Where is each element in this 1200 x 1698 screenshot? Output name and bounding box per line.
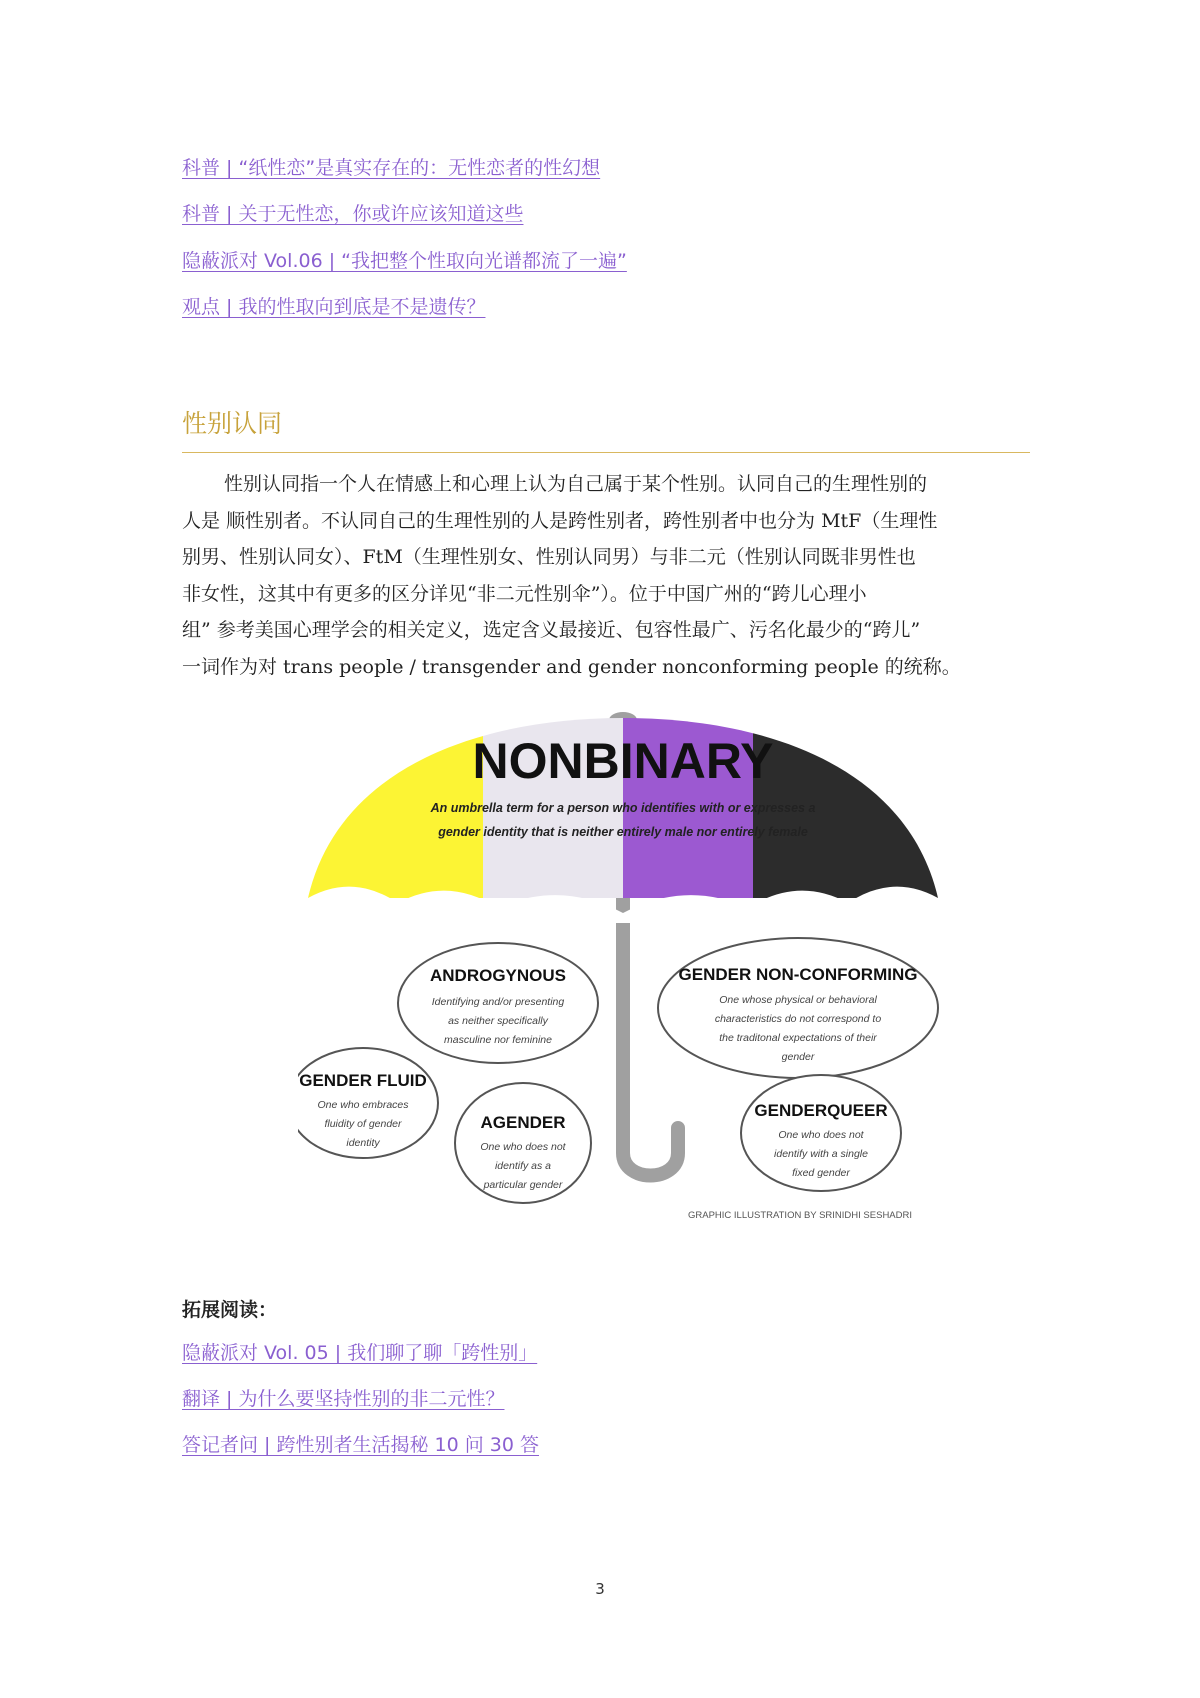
related-link[interactable]: 隐蔽派对 Vol.06 | “我把整个性取向光谱都流了一遍” bbox=[182, 250, 627, 272]
paragraph-line: 非女性，这其中有更多的区分详见“非二元性别伞”）。位于中国广州的“跨儿心理小 bbox=[182, 582, 867, 605]
related-link[interactable]: 翻译 | 为什么要坚持性别的非二元性？ bbox=[182, 1388, 505, 1410]
related-link[interactable]: 科普 | 关于无性恋，你或许应该知道这些 bbox=[182, 203, 524, 225]
section-divider bbox=[182, 452, 1030, 453]
related-link[interactable]: 科普 | “纸性恋”是真实存在的：无性恋者的性幻想 bbox=[182, 157, 601, 179]
paragraph-line: 性别认同指一个人在情感上和心理上认为自己属于某个性别。认同自己的生理性别的 bbox=[224, 473, 928, 495]
bubble-line: One whose physical or behavioral bbox=[719, 994, 877, 1006]
bubble-gender-non-conforming bbox=[658, 938, 938, 1078]
figure-title: NONBINARY bbox=[472, 733, 774, 789]
bubble-line: gender bbox=[781, 1051, 815, 1063]
paragraph-line: 一词作为对 trans people / transgender and gender nonconforming people 的统称。 bbox=[182, 655, 961, 678]
bubble-title: AGENDER bbox=[480, 1113, 566, 1132]
bubble-title: ANDROGYNOUS bbox=[429, 966, 567, 985]
paragraph-line: 别男、性别认同女）、FtM（生理性别女、性别认同男）与非二元（性别认同既非男性也 bbox=[182, 546, 916, 569]
bubble-line: Identifying and/or presenting bbox=[431, 996, 565, 1008]
paragraph-line: 人是 顺性别者。不认同自己的生理性别的人是跨性别者，跨性别者中也分为 MtF（生理性 bbox=[182, 509, 938, 532]
figure-subtitle: An umbrella term for a person who identifies with or expresses a bbox=[430, 801, 816, 815]
bubble-line: characteristics do not correspond to bbox=[714, 1013, 882, 1025]
related-link[interactable]: 隐蔽派对 Vol. 05 | 我们聊了聊「跨性别」 bbox=[182, 1342, 538, 1364]
bubble-line: One who does not bbox=[778, 1129, 864, 1141]
section-paragraph bbox=[182, 466, 1030, 686]
bubble-line: One who does not bbox=[480, 1141, 566, 1153]
section-title: 性别认同 bbox=[182, 409, 283, 438]
bubble-title: GENDER FLUID bbox=[299, 1071, 427, 1090]
bubble-line: as neither specifically bbox=[448, 1015, 548, 1027]
bubble-line: particular gender bbox=[483, 1179, 563, 1191]
bubble-line: the traditonal expectations of their bbox=[719, 1032, 877, 1044]
bubble-line: One who embraces bbox=[317, 1099, 409, 1111]
extended-reading-label: 拓展阅读： bbox=[182, 1299, 278, 1321]
bubble-line: masculine nor feminine bbox=[444, 1034, 552, 1046]
bubble-line: identify with a single bbox=[774, 1148, 868, 1160]
bubble-gender-fluid bbox=[298, 1048, 438, 1158]
page-number: 3 bbox=[595, 1580, 605, 1598]
bubble-line: fluidity of gender bbox=[324, 1118, 402, 1130]
figure-subtitle: gender identity that is neither entirely male nor entirely female bbox=[438, 825, 808, 839]
figure-credit: GRAPHIC ILLUSTRATION BY SRINIDHI SESHADRI bbox=[688, 1210, 912, 1221]
bubble-line: identify as a bbox=[494, 1160, 552, 1172]
bubble-androgynous bbox=[398, 943, 598, 1063]
umbrella-illustration bbox=[298, 708, 948, 1240]
bubble-genderqueer bbox=[741, 1075, 901, 1191]
bubble-line: identity bbox=[346, 1137, 380, 1149]
paragraph-line: 组” 参考美国心理学会的相关定义，选定含义最接近、包容性最广、污名化最少的“跨儿” bbox=[182, 619, 921, 642]
nonbinary-umbrella-figure bbox=[298, 708, 948, 1240]
bubble-agender bbox=[455, 1083, 591, 1203]
related-link[interactable]: 观点 | 我的性取向到底是不是遗传？ bbox=[182, 296, 486, 318]
related-link[interactable]: 答记者问 | 跨性别者生活揭秘 10 问 30 答 bbox=[182, 1434, 539, 1456]
bubble-line: fixed gender bbox=[792, 1167, 850, 1179]
bubble-title: GENDERQUEER bbox=[754, 1101, 888, 1120]
bubble-title: GENDER NON-CONFORMING bbox=[678, 965, 918, 984]
